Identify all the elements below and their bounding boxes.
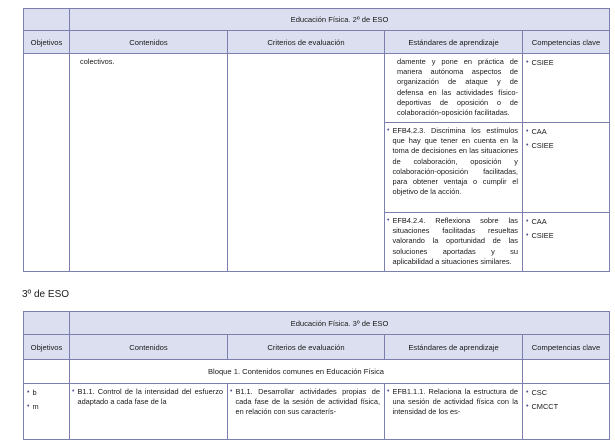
competencias-cell	[523, 213, 610, 272]
table-3eso	[23, 311, 610, 440]
bullet-icon: •	[72, 388, 75, 395]
list-item: • CAA	[526, 127, 547, 136]
col-header-estandares: Estándares de aprendizaje	[385, 335, 523, 360]
competencias-cell	[523, 54, 610, 123]
bullet-icon: •	[526, 142, 529, 150]
list-item: • CMCCT	[526, 402, 559, 412]
competencias-cell	[523, 123, 610, 213]
bullet-icon: •	[526, 389, 529, 396]
col-header-objetivos: Objetivos	[24, 335, 70, 360]
bloque-heading: Bloque 1. Contenidos comunes en Educación Física	[70, 360, 523, 384]
list-item: • CSC	[526, 388, 548, 397]
bullet-icon: •	[27, 403, 30, 411]
col-header-competencias: Competencias clave	[523, 31, 610, 54]
list-item: • CAA	[526, 217, 547, 226]
bullet-icon: •	[387, 388, 390, 395]
criterios-cell	[228, 54, 385, 272]
col-header-objetivos: Objetivos	[24, 31, 70, 54]
estandar-cell: • EFB1.1.1. Relaciona la estructura de una sesión de actividad física con la intensidad de los es-	[385, 384, 523, 440]
list-item: • CSIEE	[526, 141, 554, 151]
bullet-icon: •	[230, 388, 233, 395]
table-row	[24, 384, 610, 440]
bullet-icon: •	[526, 218, 529, 225]
list-item: • CSIEE	[526, 58, 554, 67]
table-row	[24, 54, 610, 123]
table-title: Educación Física. 3º de ESO	[70, 312, 610, 335]
estandar-cell: • EFB4.2.3. Discrimina los estímulos que hay que tener en cuenta en la toma de decisiones en las situaciones de colaboración, oposición y colaboración-oposición facilitadas, para obtener ventaja o cumplir el objetivo de la acción.	[385, 123, 523, 213]
table-2eso	[23, 8, 610, 272]
estandar-cell: • EFB4.2.4. Reflexiona sobre las situaciones facilitadas resueltas valorando la oportunidad de las soluciones aportadas y su aplicabilidad a situaciones similares.	[385, 213, 523, 272]
col-header-criterios: Criterios de evaluación	[228, 335, 385, 360]
col-header-criterios: Criterios de evaluación	[228, 31, 385, 54]
estandar-cell: damente y pone en práctica de manera autónoma aspectos de organización de ataque y de defensa en las actividades físico-deportivas de oposición o de colaboración-oposición facilitadas.	[385, 54, 523, 123]
bullet-icon: •	[526, 59, 529, 66]
list-item: • CSIEE	[526, 231, 554, 241]
bullet-icon: •	[387, 127, 390, 134]
objetivos-cell	[24, 384, 70, 440]
contenidos-cell: • B1.1. Control de la intensidad del esfuerzo adaptado a cada fase de la	[70, 384, 228, 440]
competencias-cell	[523, 384, 610, 440]
col-header-estandares: Estándares de aprendizaje	[385, 31, 523, 54]
bullet-icon: •	[526, 232, 529, 240]
bullet-icon: •	[526, 403, 529, 411]
list-item: • b	[27, 388, 37, 397]
section-heading: 3º de ESO	[22, 289, 70, 300]
contenidos-cell: colectivos.	[70, 54, 228, 272]
bullet-icon: •	[387, 217, 390, 224]
col-header-competencias: Competencias clave	[523, 335, 610, 360]
table-title: Educación Física. 2º de ESO	[70, 9, 610, 31]
col-header-contenidos: Contenidos	[70, 31, 228, 54]
bullet-icon: •	[526, 128, 529, 135]
criterios-cell: • B1.1. Desarrollar actividades propias de cada fase de la sesión de actividad física, en relación con sus caracterís-	[228, 384, 385, 440]
col-header-contenidos: Contenidos	[70, 335, 228, 360]
bullet-icon: •	[27, 389, 30, 396]
list-item: • m	[27, 402, 39, 412]
